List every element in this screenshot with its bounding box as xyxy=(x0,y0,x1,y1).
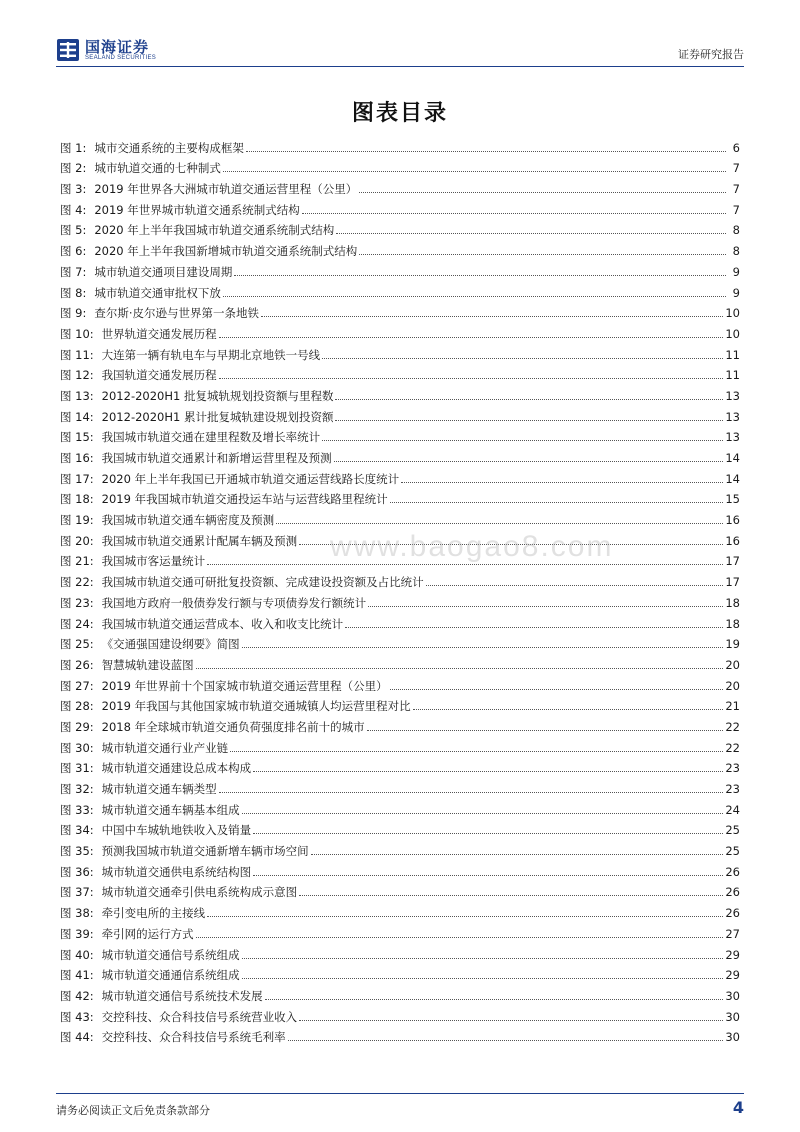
toc-entry[interactable] xyxy=(60,486,740,507)
toc-dot-leader xyxy=(242,647,724,648)
toc-entry-label: 图 23: xyxy=(60,595,94,610)
toc-entry-title: 查尔斯·皮尔逊与世界第一条地铁 xyxy=(94,306,260,321)
toc-dot-leader xyxy=(359,254,726,255)
toc-dot-leader xyxy=(302,213,726,214)
toc-entry-label: 图 6: xyxy=(60,244,87,259)
toc-entry-page: 13 xyxy=(725,409,740,424)
toc-entry-title: 城市轨道交通通信系统组成 xyxy=(101,968,240,983)
toc-entry[interactable] xyxy=(60,444,740,465)
toc-entry-label: 图 31: xyxy=(60,761,94,776)
toc-entry-title: 城市轨道交通供电系统结构图 xyxy=(101,864,252,879)
toc-entry-label: 图 12: xyxy=(60,368,94,383)
toc-entry-title: 智慧城轨建设蓝图 xyxy=(101,657,194,672)
toc-entry-label: 图 41: xyxy=(60,968,94,983)
toc-entry-title: 中国中车城轨地铁收入及销量 xyxy=(101,823,252,838)
logo-chinese-name: 国海证券 xyxy=(85,37,150,56)
toc-entry[interactable] xyxy=(60,672,740,693)
toc-entry-page: 21 xyxy=(725,699,740,714)
toc-entry-label: 图 39: xyxy=(60,926,94,941)
toc-entry-page: 20 xyxy=(725,678,740,693)
toc-entry-label: 图 3: xyxy=(60,182,87,197)
toc-dot-leader xyxy=(253,875,723,876)
toc-entry-page: 7 xyxy=(732,161,740,176)
toc-entry-title: 2020 年上半年我国新增城市轨道交通系统制式结构 xyxy=(94,244,358,259)
toc-entry[interactable] xyxy=(60,817,740,838)
toc-entry-page: 7 xyxy=(732,182,740,197)
toc-dot-leader xyxy=(253,833,723,834)
toc-dot-leader xyxy=(426,585,724,586)
toc-dot-leader xyxy=(288,1040,724,1041)
toc-entry[interactable] xyxy=(60,879,740,900)
toc-entry[interactable] xyxy=(60,837,740,858)
toc-entry-title: 牵引网的运行方式 xyxy=(101,926,194,941)
toc-entry-page: 30 xyxy=(725,988,740,1003)
page-number: 4 xyxy=(732,1098,744,1117)
toc-entry[interactable] xyxy=(60,196,740,217)
toc-entry-title: 城市轨道交通审批权下放 xyxy=(94,285,221,300)
toc-dot-leader xyxy=(359,192,726,193)
toc-entry-title: 我国城市轨道交通在建里程数及增长率统计 xyxy=(101,430,321,445)
company-logo xyxy=(56,38,156,62)
toc-entry-page: 20 xyxy=(725,657,740,672)
toc-entry-label: 图 29: xyxy=(60,719,94,734)
toc-entry-page: 26 xyxy=(725,885,740,900)
toc-entry[interactable] xyxy=(60,300,740,321)
header-divider xyxy=(56,66,744,67)
toc-entry[interactable] xyxy=(60,279,740,300)
toc-entry-title: 城市轨道交通的七种制式 xyxy=(94,161,221,176)
toc-entry-title: 交控科技、众合科技信号系统营业收入 xyxy=(101,1009,298,1024)
toc-entry-label: 图 34: xyxy=(60,823,94,838)
toc-entry[interactable] xyxy=(60,962,740,983)
toc-entry[interactable] xyxy=(60,175,740,196)
toc-entry-title: 2020 年上半年我国城市轨道交通系统制式结构 xyxy=(94,223,335,238)
toc-entry-page: 22 xyxy=(725,719,740,734)
report-type-label: 证券研究报告 xyxy=(678,48,744,61)
toc-entry-page: 30 xyxy=(725,1009,740,1024)
figure-table-of-contents xyxy=(60,134,740,1044)
toc-entry-page: 18 xyxy=(725,616,740,631)
toc-entry[interactable] xyxy=(60,320,740,341)
toc-entry-label: 图 38: xyxy=(60,906,94,921)
toc-entry-label: 图 15: xyxy=(60,430,94,445)
toc-entry-label: 图 25: xyxy=(60,637,94,652)
toc-dot-leader xyxy=(207,916,723,917)
toc-dot-leader xyxy=(265,999,724,1000)
toc-entry-title: 2019 年我国与其他国家城市轨道交通城镇人均运营里程对比 xyxy=(101,699,411,714)
toc-entry-page: 9 xyxy=(732,285,740,300)
toc-dot-leader xyxy=(207,564,723,565)
toc-entry-title: 大连第一辆有轨电车与早期北京地铁一号线 xyxy=(101,347,321,362)
toc-dot-leader xyxy=(334,461,724,462)
toc-dot-leader xyxy=(246,151,726,152)
toc-dot-leader xyxy=(196,668,724,669)
toc-entry[interactable] xyxy=(60,568,740,589)
toc-entry-label: 图 1: xyxy=(60,140,87,155)
toc-entry-title: 我国城市轨道交通运营成本、收入和收支比统计 xyxy=(101,616,344,631)
toc-entry-label: 图 43: xyxy=(60,1009,94,1024)
toc-entry-label: 图 24: xyxy=(60,616,94,631)
toc-entry-title: 城市轨道交通车辆类型 xyxy=(101,782,217,796)
toc-dot-leader xyxy=(390,689,724,690)
toc-entry-title: 我国城市轨道交通累计配属车辆及预测 xyxy=(101,533,298,548)
toc-entry-label: 图 26: xyxy=(60,657,94,672)
page-title: 图表目录 xyxy=(351,100,448,126)
toc-dot-leader xyxy=(253,771,723,772)
toc-dot-leader xyxy=(345,627,723,628)
toc-entry-label: 图 28: xyxy=(60,699,94,714)
toc-entry-title: 城市轨道交通行业产业链 xyxy=(101,740,229,755)
toc-entry-title: 城市轨道交通建设总成本构成 xyxy=(101,761,252,776)
toc-entry-label: 图 10: xyxy=(60,326,94,341)
toc-entry-label: 图 17: xyxy=(60,471,94,486)
toc-entry-title: 2019 年世界各大洲城市轨道交通运营里程（公里） xyxy=(94,182,358,197)
toc-entry-title: 2012-2020H1 累计批复城轨建设规划投资额 xyxy=(101,409,334,424)
toc-dot-leader xyxy=(413,709,724,710)
toc-entry-label: 图 30: xyxy=(60,740,94,755)
toc-entry-label: 图 4: xyxy=(60,202,87,217)
toc-entry-page: 25 xyxy=(725,844,740,859)
toc-entry[interactable] xyxy=(60,403,740,424)
toc-entry[interactable] xyxy=(60,424,740,445)
toc-entry-page: 24 xyxy=(725,802,740,817)
toc-dot-leader xyxy=(219,378,724,379)
toc-entry-title: 2018 年全球城市轨道交通负荷强度排名前十的城市 xyxy=(101,719,365,734)
logo-english-name: SEALAND SECURITIES xyxy=(85,54,157,61)
toc-entry-label: 图 9: xyxy=(60,306,87,321)
toc-entry-label: 图 7: xyxy=(60,264,87,279)
toc-entry-label: 图 13: xyxy=(60,388,94,403)
toc-entry-label: 图 5: xyxy=(60,223,87,238)
toc-entry[interactable] xyxy=(60,941,740,962)
toc-entry[interactable] xyxy=(60,755,740,776)
toc-entry-page: 14 xyxy=(725,451,740,465)
toc-entry-label: 图 2: xyxy=(60,161,87,176)
toc-entry[interactable] xyxy=(60,713,740,734)
toc-entry[interactable] xyxy=(60,589,740,610)
toc-entry-label: 图 11: xyxy=(60,347,94,362)
toc-entry[interactable] xyxy=(60,217,740,238)
footer-divider xyxy=(56,1093,744,1094)
toc-entry-label: 图 42: xyxy=(60,988,94,1003)
toc-entry-page: 7 xyxy=(732,202,740,217)
disclaimer-text: 请务必阅读正文后免责条款部分 xyxy=(56,1104,210,1117)
toc-entry[interactable] xyxy=(60,796,740,817)
toc-entry-label: 图 19: xyxy=(60,513,94,528)
toc-entry-title: 城市轨道交通信号系统技术发展 xyxy=(101,988,263,1003)
toc-entry[interactable] xyxy=(60,134,740,155)
toc-dot-leader xyxy=(335,399,723,400)
watermark: www.baogao8.com xyxy=(330,530,614,563)
toc-dot-leader xyxy=(242,978,724,979)
toc-entry-title: 城市轨道交通车辆基本组成 xyxy=(101,802,240,817)
toc-entry[interactable] xyxy=(60,465,740,486)
toc-dot-leader xyxy=(196,937,724,938)
toc-entry-page: 23 xyxy=(725,761,740,776)
toc-entry[interactable] xyxy=(60,920,740,941)
toc-entry-page: 29 xyxy=(725,947,740,962)
toc-entry-page: 23 xyxy=(725,782,740,796)
toc-entry-label: 图 27: xyxy=(60,678,94,693)
toc-dot-leader xyxy=(390,502,724,503)
toc-entry[interactable] xyxy=(60,631,740,652)
toc-entry-label: 图 18: xyxy=(60,492,94,507)
toc-entry[interactable] xyxy=(60,693,740,714)
toc-entry[interactable] xyxy=(60,1024,740,1045)
toc-dot-leader xyxy=(299,1020,723,1021)
toc-dot-leader xyxy=(223,171,726,172)
toc-entry-page: 14 xyxy=(725,471,740,486)
toc-dot-leader xyxy=(230,751,723,752)
toc-entry-label: 图 35: xyxy=(60,844,94,859)
toc-entry-label: 图 22: xyxy=(60,575,94,590)
toc-entry-title: 城市交通系统的主要构成框架 xyxy=(94,140,244,155)
toc-entry-page: 10 xyxy=(725,306,740,321)
toc-dot-leader xyxy=(311,854,724,855)
toc-entry-page: 9 xyxy=(732,264,740,279)
toc-dot-leader xyxy=(401,482,723,483)
toc-entry-page: 17 xyxy=(725,554,740,569)
toc-entry-title: 交控科技、众合科技信号系统毛利率 xyxy=(101,1030,286,1045)
toc-entry-page: 8 xyxy=(732,244,740,259)
toc-entry-label: 图 20: xyxy=(60,533,94,548)
toc-dot-leader xyxy=(261,316,723,317)
toc-entry[interactable] xyxy=(60,382,740,403)
toc-dot-leader xyxy=(336,233,726,234)
toc-entry-title: 我国城市轨道交通车辆密度及预测 xyxy=(101,513,275,528)
toc-entry-title: 城市轨道交通信号系统组成 xyxy=(101,947,240,962)
toc-entry-page: 6 xyxy=(732,140,740,155)
toc-entry[interactable] xyxy=(60,237,740,258)
toc-entry-title: 2019 年我国城市轨道交通投运车站与运营线路里程统计 xyxy=(101,492,388,507)
toc-entry-label: 图 21: xyxy=(60,554,94,569)
toc-dot-leader xyxy=(219,792,724,793)
toc-entry-page: 19 xyxy=(725,637,740,652)
toc-entry-page: 11 xyxy=(725,368,740,383)
toc-entry-label: 图 40: xyxy=(60,947,94,962)
toc-entry-page: 27 xyxy=(725,926,740,941)
toc-entry-label: 图 32: xyxy=(60,782,94,796)
toc-entry-page: 30 xyxy=(725,1030,740,1045)
toc-entry-title: 城市轨道交通项目建设周期 xyxy=(94,264,233,279)
toc-entry-page: 26 xyxy=(725,906,740,921)
toc-entry-page: 11 xyxy=(725,347,740,362)
toc-entry-page: 10 xyxy=(725,326,740,341)
toc-entry-page: 29 xyxy=(725,968,740,983)
toc-dot-leader xyxy=(367,730,724,731)
toc-dot-leader xyxy=(299,895,723,896)
toc-entry-page: 16 xyxy=(725,513,740,528)
toc-entry[interactable] xyxy=(60,734,740,755)
toc-entry-label: 图 16: xyxy=(60,451,94,465)
toc-entry[interactable] xyxy=(60,506,740,527)
toc-dot-leader xyxy=(219,337,724,338)
toc-entry-title: 2019 年世界前十个国家城市轨道交通运营里程（公里） xyxy=(101,678,388,693)
toc-entry[interactable] xyxy=(60,258,740,279)
toc-entry-page: 8 xyxy=(732,223,740,238)
toc-entry-page: 22 xyxy=(725,740,740,755)
page-header xyxy=(0,0,800,72)
toc-entry-page: 13 xyxy=(725,430,740,445)
toc-entry-page: 26 xyxy=(725,864,740,879)
toc-entry[interactable] xyxy=(60,1003,740,1024)
toc-entry-title: 2019 年世界城市轨道交通系统制式结构 xyxy=(94,202,300,217)
toc-entry-title: 我国城市客运量统计 xyxy=(101,554,206,569)
toc-entry-title: 我国地方政府一般债券发行额与专项债券发行额统计 xyxy=(101,595,367,610)
toc-dot-leader xyxy=(335,420,723,421)
toc-entry-title: 我国城市轨道交通累计和新增运营里程及预测 xyxy=(101,451,332,465)
toc-dot-leader xyxy=(234,275,726,276)
toc-entry-title: 世界轨道交通发展历程 xyxy=(101,326,217,341)
toc-entry-title: 我国轨道交通发展历程 xyxy=(101,368,217,383)
sealand-logo-icon xyxy=(56,38,80,62)
toc-entry[interactable] xyxy=(60,899,740,920)
toc-entry-title: 城市轨道交通牵引供电系统构成示意图 xyxy=(101,885,298,900)
toc-dot-leader xyxy=(276,523,723,524)
toc-entry-label: 图 37: xyxy=(60,885,94,900)
toc-entry[interactable] xyxy=(60,341,740,362)
toc-entry-label: 图 14: xyxy=(60,409,94,424)
toc-dot-leader xyxy=(322,440,723,441)
toc-entry[interactable] xyxy=(60,362,740,383)
toc-dot-leader xyxy=(242,813,724,814)
toc-entry-title: 我国城市轨道交通可研批复投资额、完成建设投资额及占比统计 xyxy=(101,575,424,590)
toc-dot-leader xyxy=(322,358,723,359)
toc-entry-title: 《交通强国建设纲要》简图 xyxy=(101,637,240,652)
toc-entry-label: 图 8: xyxy=(60,285,87,300)
toc-entry-page: 18 xyxy=(725,595,740,610)
toc-entry-title: 牵引变电所的主接线 xyxy=(101,906,206,921)
toc-dot-leader xyxy=(368,606,723,607)
toc-entry-title: 2012-2020H1 批复城轨规划投资额与里程数 xyxy=(101,388,334,403)
toc-entry-page: 25 xyxy=(725,823,740,838)
toc-entry-label: 图 33: xyxy=(60,802,94,817)
toc-entry-page: 15 xyxy=(725,492,740,507)
toc-entry[interactable] xyxy=(60,651,740,672)
toc-entry-title: 2020 年上半年我国已开通城市轨道交通运营线路长度统计 xyxy=(101,471,400,486)
toc-entry[interactable] xyxy=(60,155,740,176)
toc-entry-label: 图 44: xyxy=(60,1030,94,1045)
toc-entry-page: 16 xyxy=(725,533,740,548)
toc-entry-page: 13 xyxy=(725,388,740,403)
toc-entry-title: 预测我国城市轨道交通新增车辆市场空间 xyxy=(101,844,309,859)
toc-entry-label: 图 36: xyxy=(60,864,94,879)
toc-entry[interactable] xyxy=(60,982,740,1003)
toc-dot-leader xyxy=(242,958,724,959)
toc-entry-page: 17 xyxy=(725,575,740,590)
toc-entry[interactable] xyxy=(60,858,740,879)
toc-entry[interactable] xyxy=(60,610,740,631)
toc-entry[interactable] xyxy=(60,775,740,796)
toc-dot-leader xyxy=(223,296,726,297)
